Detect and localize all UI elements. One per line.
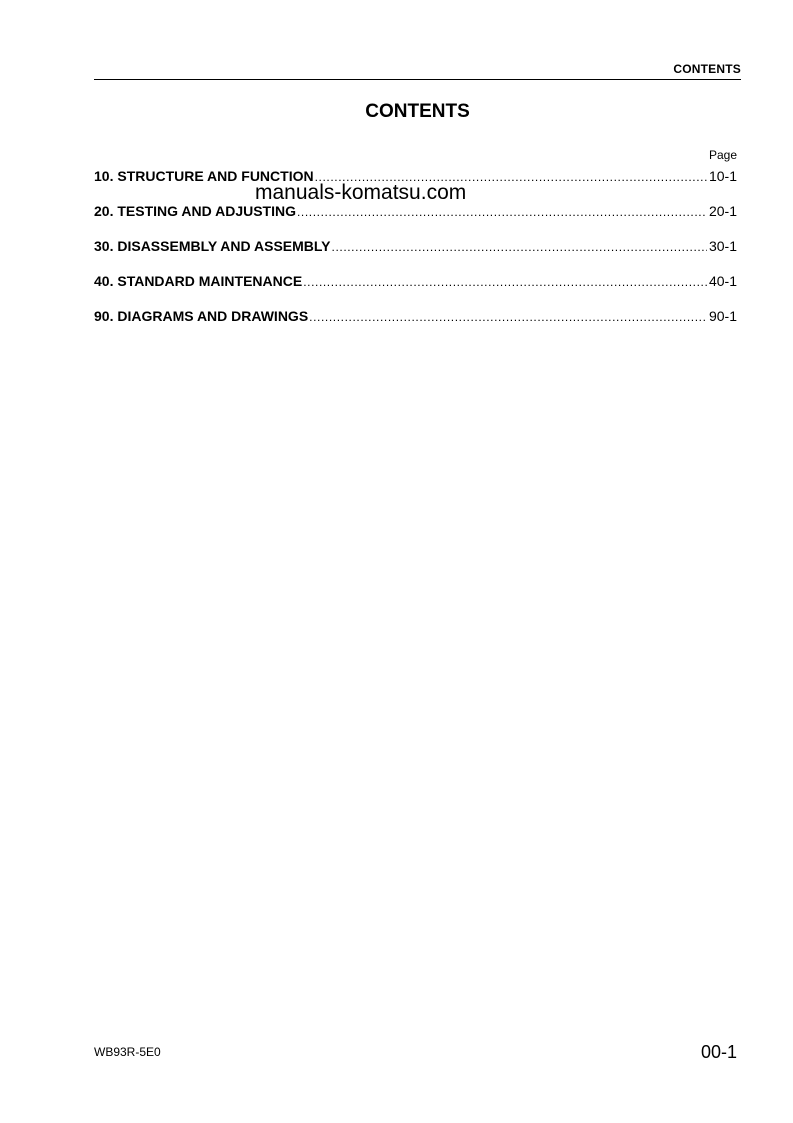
footer-model: WB93R-5E0 bbox=[94, 1045, 161, 1059]
footer-page-number: 00-1 bbox=[700, 1042, 737, 1062]
toc-entry[interactable] bbox=[94, 308, 737, 325]
toc-entry[interactable] bbox=[94, 203, 737, 220]
toc-entry-page: 10-1 bbox=[708, 168, 737, 184]
header-rule bbox=[94, 79, 741, 80]
dot-leader bbox=[303, 274, 707, 291]
dot-leader bbox=[297, 204, 707, 221]
toc-entry-label: 10. STRUCTURE AND FUNCTION bbox=[94, 168, 314, 184]
page-column-label: Page bbox=[708, 148, 737, 162]
toc-entry-label: 30. DISASSEMBLY AND ASSEMBLY bbox=[94, 238, 331, 254]
toc-entry[interactable] bbox=[94, 273, 737, 290]
dot-leader bbox=[332, 239, 707, 256]
toc-entry-label: 90. DIAGRAMS AND DRAWINGS bbox=[94, 308, 309, 324]
toc-entry-page: 30-1 bbox=[708, 238, 737, 254]
page-title: CONTENTS bbox=[365, 101, 470, 122]
toc-entry[interactable] bbox=[94, 238, 737, 255]
toc-entry-label: 40. STANDARD MAINTENANCE bbox=[94, 273, 303, 289]
toc-entry-page: 90-1 bbox=[708, 308, 737, 324]
watermark-text: manuals-komatsu.com bbox=[255, 181, 467, 204]
toc-entry-page: 40-1 bbox=[708, 273, 737, 289]
toc-entry-page: 20-1 bbox=[708, 203, 737, 219]
dot-leader bbox=[309, 309, 707, 326]
running-header: CONTENTS bbox=[673, 62, 741, 76]
toc-entry-label: 20. TESTING AND ADJUSTING bbox=[94, 203, 296, 219]
